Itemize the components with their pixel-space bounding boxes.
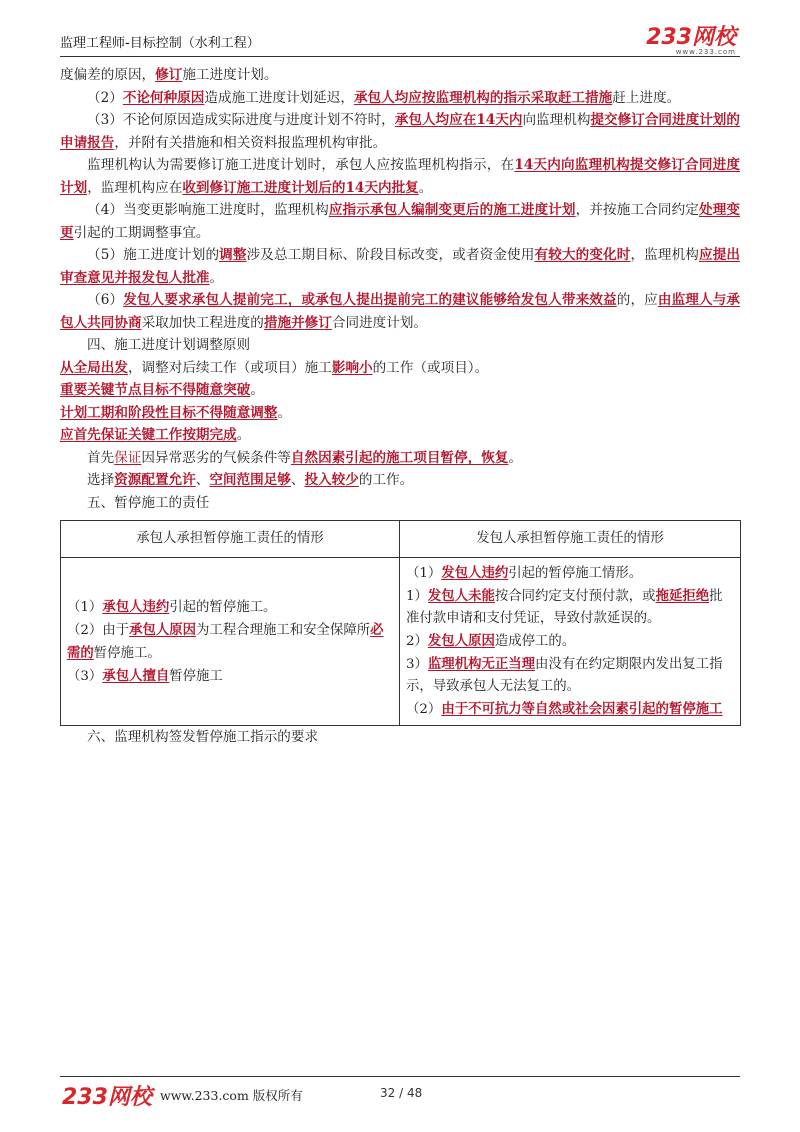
- text: （6）: [87, 292, 124, 308]
- text: 因异常恶劣的气候条件等: [141, 449, 291, 466]
- text: 引起的工期调整事宜。: [73, 224, 210, 241]
- text: （3）不论何原因造成实际进度与进度计划不符时，: [87, 112, 395, 128]
- highlight: 承包人擅自: [102, 667, 170, 684]
- text: 涉及总工期目标、阶段目标改变，或者资金使用: [246, 247, 535, 263]
- text: 为工程合理施工和安全保障所: [196, 622, 371, 638]
- text: 的工作。: [358, 472, 414, 488]
- highlight: 投入较少: [304, 472, 359, 488]
- principle-item: [60, 357, 740, 380]
- list-item: [67, 619, 393, 665]
- list-item: [406, 698, 734, 721]
- section-heading: 五、暂停施工的责任: [87, 494, 210, 511]
- highlight: 承包人违约: [102, 598, 170, 615]
- principle-item: [60, 424, 740, 447]
- highlight: 应首先保证关键工作按期完成: [60, 427, 237, 443]
- text: 监理机构认为需要修订施工进度计划时，承包人应按监理机构指示，在: [87, 157, 515, 173]
- highlight: 承包人均应按监理机构的指示采取赶工措施: [353, 89, 613, 106]
- highlight: 监理机构无正当理: [427, 656, 536, 672]
- text: 造成停工的。: [494, 634, 576, 649]
- text: 。: [508, 449, 522, 466]
- text: ，并按施工合同约定: [575, 202, 699, 218]
- text: 、: [195, 472, 210, 488]
- highlight: 发包人违约: [441, 565, 509, 581]
- text: 引起的暂停施工情形。: [508, 566, 643, 581]
- highlight: 必需的: [67, 621, 384, 661]
- table-header-row: [61, 521, 741, 558]
- highlight: 发包人要求承包人提前完工，或承包人提出提前完工的建议能够给发包人带来效益: [123, 292, 617, 308]
- text: 。: [277, 404, 292, 421]
- highlight: 发包人原因: [427, 633, 495, 649]
- highlight: 措施并修订: [263, 314, 332, 331]
- text: 3）: [406, 657, 428, 672]
- paragraph: [60, 87, 740, 110]
- highlight: 承包人均应在14天内: [394, 112, 523, 128]
- text: （1）: [406, 566, 442, 581]
- text: 。: [418, 179, 433, 196]
- highlight: 计划工期和阶段性目标不得随意调整: [60, 404, 278, 421]
- text: 赶上进度。: [612, 89, 681, 106]
- table-row: [61, 558, 741, 726]
- highlight: 处理变更: [60, 202, 741, 241]
- text: 。: [250, 382, 264, 398]
- page-number: 32 / 48: [380, 1086, 423, 1100]
- text: （2）: [87, 89, 123, 106]
- highlight: 由监理人与承包人共同协商: [60, 292, 741, 331]
- highlight: 保证: [114, 449, 142, 466]
- text: （5）施工进度计划的: [87, 247, 220, 263]
- text: 的，应: [616, 292, 658, 308]
- highlight: 14天内向监理机构提交修订合同进度计划: [60, 157, 740, 196]
- footer-copyright: www.233.com 版权所有: [160, 1088, 303, 1103]
- text: 造成施工进度计划延迟，: [204, 89, 354, 106]
- employer-cases-cell: [400, 558, 741, 726]
- text: 。: [236, 427, 251, 443]
- highlight: 有较大的变化时: [534, 247, 631, 263]
- text: 按合同约定支付预付款，或: [494, 589, 656, 604]
- text: 首先: [87, 449, 115, 466]
- highlight: 调整: [219, 247, 247, 263]
- text: 引起的暂停施工。: [169, 599, 277, 615]
- column-header: 承包人承担暂停施工责任的情形: [61, 521, 400, 558]
- text: 的工作（或项目）。: [372, 359, 489, 376]
- header-divider: [60, 56, 740, 57]
- text: ，监理机构应在: [87, 179, 183, 196]
- paragraph: [60, 154, 740, 199]
- footer-divider: [60, 1076, 740, 1077]
- highlight: 资源配置允许: [114, 472, 196, 488]
- list-item: [67, 665, 393, 688]
- text: 、: [290, 472, 305, 488]
- highlight: 应指示承包人编制变更后的施工进度计划: [328, 202, 576, 218]
- text: 施工进度计划。: [182, 67, 278, 83]
- text: ，调整对后续工作（或项目）施工: [127, 359, 332, 376]
- text: 度偏差的原因，: [60, 67, 156, 83]
- highlight: 空间范围足够: [209, 472, 291, 488]
- column-header: 发包人承担暂停施工责任的情形: [400, 521, 741, 558]
- list-item: [67, 596, 393, 619]
- highlight: 收到修订施工进度计划后的14天内批复: [182, 179, 419, 196]
- principle-item: [60, 402, 740, 425]
- brand-logo-text: 233网校: [646, 25, 736, 50]
- main-content: [60, 64, 740, 749]
- footer-logo: 233网校: [62, 1085, 152, 1110]
- paragraph: [60, 289, 740, 334]
- list-item: [406, 585, 734, 630]
- paragraph: [60, 109, 740, 154]
- text: 由没有在约定期限内发出复工指示，导致承包人无法复工的。: [406, 657, 723, 694]
- highlight: 提交修订合同进度计划的申请报告: [60, 112, 740, 151]
- brand-logo-url: www.233.com: [675, 48, 736, 56]
- text: ，并附有关措施和相关资料报监理机构审批。: [114, 134, 387, 151]
- header-title: 监理工程师-目标控制（水利工程）: [60, 36, 260, 51]
- text: （2）: [406, 702, 442, 717]
- text: ，监理机构: [630, 247, 699, 263]
- text: 向监理机构: [522, 112, 591, 128]
- text: （1）: [67, 599, 103, 615]
- highlight: 重要关键节点目标不得随意突破: [60, 382, 251, 398]
- text: （4）当变更影响施工进度时，监理机构: [87, 202, 329, 218]
- text: 选择: [87, 472, 115, 488]
- principle-item: [60, 469, 740, 492]
- principle-item: [60, 447, 740, 470]
- section-heading: 六、监理机构签发暂停施工指示的要求: [87, 729, 319, 745]
- list-item: [406, 630, 734, 653]
- highlight: 应提出审查意见并报发包人批准: [60, 247, 741, 286]
- suspension-responsibility-table: [60, 520, 741, 726]
- text: 。: [209, 269, 224, 286]
- paragraph: [60, 244, 740, 289]
- highlight: 拖延拒绝: [655, 588, 710, 604]
- list-item: [406, 653, 734, 698]
- text: （2）由于: [67, 622, 130, 638]
- highlight: 自然因素引起的施工项目暂停，恢复: [290, 449, 509, 466]
- text: 批准付款申请和支付凭证，导致付款延误的。: [406, 589, 723, 626]
- highlight: 承包人原因: [129, 621, 197, 638]
- section-heading: 四、施工进度计划调整原则: [87, 337, 251, 353]
- text: 暂停施工: [169, 668, 223, 684]
- highlight: 不论何种原因: [122, 89, 205, 106]
- text: 2）: [406, 634, 428, 649]
- highlight: 从全局出发: [60, 359, 128, 376]
- principle-item: [60, 379, 740, 402]
- highlight: 发包人未能: [427, 588, 495, 604]
- highlight: 由于不可抗力等自然或社会因素引起的暂停施工: [441, 701, 723, 717]
- paragraph: [60, 64, 740, 87]
- text: 合同进度计划。: [331, 314, 428, 331]
- paragraph: [60, 199, 740, 244]
- highlight: 影响小: [331, 359, 373, 376]
- highlight: 修订: [155, 67, 183, 83]
- text: 采取加快工程进度的: [141, 314, 264, 331]
- text: 1）: [406, 589, 428, 604]
- header-logo: [646, 20, 736, 56]
- contractor-cases-cell: [61, 558, 400, 726]
- text: （3）: [67, 668, 103, 684]
- list-item: [406, 562, 734, 585]
- text: 暂停施工。: [93, 645, 161, 661]
